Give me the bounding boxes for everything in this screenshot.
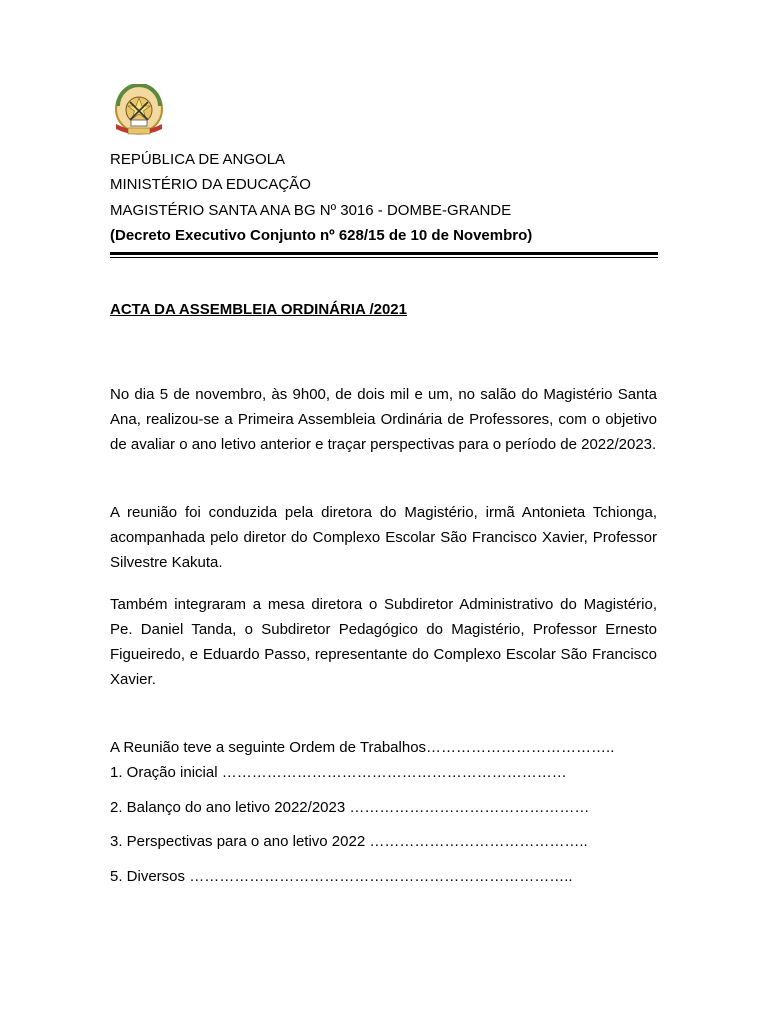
agenda-item: 5. Diversos ………………………………………………………………….. (110, 868, 573, 885)
agenda-item: 2. Balanço do ano letivo 2022/2023 ………………………………………… (110, 799, 590, 816)
header-divider-thin (110, 257, 658, 258)
header-school: MAGISTÉRIO SANTA ANA BG Nº 3016 - DOMBE-GRANDE (110, 202, 512, 219)
header-republic: REPÚBLICA DE ANGOLA (110, 151, 286, 168)
header-divider-thick (110, 252, 658, 255)
document-title: ACTA DA ASSEMBLEIA ORDINÁRIA /2021 (110, 301, 407, 318)
paragraph-board: Também integraram a mesa diretora o Subdiretor Administrativo do Magistério, Pe. Daniel Tanda, o Subdiretor Pedagógico do Magistério, Professor Ernesto Figueiredo, e Eduardo Passo, representante do Complexo Escolar São Francisco Xavier. (110, 596, 657, 688)
header-decree: (Decreto Executivo Conjunto nº 628/15 de 10 de Novembro) (110, 227, 533, 244)
agenda-item: 1. Oração inicial …………………………………………………………… (110, 764, 567, 781)
paragraph-conduction: A reunião foi conduzida pela diretora do Magistério, irmã Antonieta Tchionga, acompanhada pelo diretor do Complexo Escolar São Francisco Xavier, Professor Silvestre Kakuta. (110, 504, 657, 571)
agenda-item: 3. Perspectivas para o ano letivo 2022 …………………………………….. (110, 833, 588, 850)
agenda-intro: A Reunião teve a seguinte Ordem de Trabalhos……………………………….. (110, 739, 615, 756)
paragraph-opening: No dia 5 de novembro, às 9h00, de dois mil e um, no salão do Magistério Santa Ana, realizou-se a Primeira Assembleia Ordinária de Professores, com o objetivo de avaliar o ano letivo anterior e traçar perspectivas para o período de 2022/2023. (110, 386, 657, 453)
header-ministry: MINISTÉRIO DA EDUCAÇÃO (110, 176, 311, 193)
coat-of-arms-emblem (108, 84, 170, 138)
